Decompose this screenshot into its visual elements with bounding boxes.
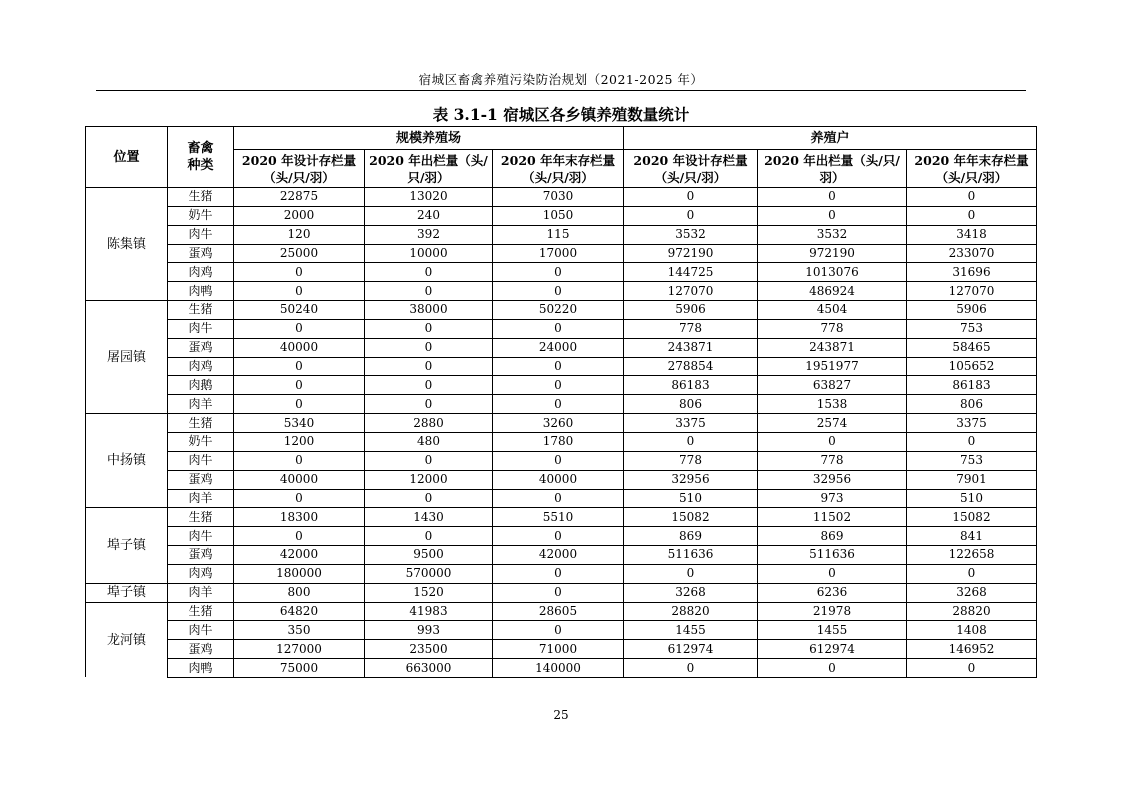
value-cell: 0 — [907, 564, 1037, 583]
table-row — [86, 564, 1037, 583]
table-row — [86, 225, 1037, 244]
value-cell: 0 — [493, 527, 624, 546]
value-cell: 0 — [624, 659, 758, 678]
value-cell: 127000 — [234, 640, 365, 659]
value-cell: 50240 — [234, 301, 365, 320]
value-cell: 510 — [907, 489, 1037, 508]
value-cell: 4504 — [758, 301, 907, 320]
value-cell: 127070 — [907, 282, 1037, 301]
value-cell: 146952 — [907, 640, 1037, 659]
value-cell: 0 — [234, 527, 365, 546]
value-cell: 24000 — [493, 338, 624, 357]
value-cell: 486924 — [758, 282, 907, 301]
value-cell: 972190 — [624, 244, 758, 263]
value-cell: 86183 — [624, 376, 758, 395]
running-header: 宿城区畜禽养殖污染防治规划（2021-2025 年） — [418, 72, 704, 87]
header-household-year-end-stock: 2020 年年末存栏量（头/只/羽） — [907, 150, 1037, 188]
species-cell: 肉羊 — [168, 583, 234, 602]
species-cell: 肉鸡 — [168, 564, 234, 583]
value-cell: 0 — [234, 395, 365, 414]
header-household-design-stock: 2020 年设计存栏量（头/只/羽） — [624, 150, 758, 188]
value-cell: 0 — [758, 564, 907, 583]
table-row — [86, 301, 1037, 320]
header-scale-year-end-stock: 2020 年年末存栏量（头/只/羽） — [493, 150, 624, 188]
species-cell: 肉鸭 — [168, 659, 234, 678]
value-cell: 0 — [758, 188, 907, 207]
header-group-households: 养殖户 — [624, 127, 1037, 150]
value-cell: 50220 — [493, 301, 624, 320]
value-cell: 778 — [758, 451, 907, 470]
value-cell: 0 — [365, 527, 493, 546]
value-cell: 122658 — [907, 546, 1037, 565]
value-cell: 1455 — [758, 621, 907, 640]
value-cell: 0 — [493, 319, 624, 338]
value-cell: 392 — [365, 225, 493, 244]
value-cell: 0 — [234, 451, 365, 470]
value-cell: 2880 — [365, 414, 493, 433]
value-cell: 10000 — [365, 244, 493, 263]
value-cell: 993 — [365, 621, 493, 640]
value-cell: 243871 — [624, 338, 758, 357]
value-cell: 869 — [758, 527, 907, 546]
value-cell: 64820 — [234, 602, 365, 621]
value-cell: 0 — [234, 376, 365, 395]
value-cell: 23500 — [365, 640, 493, 659]
species-cell: 蛋鸡 — [168, 640, 234, 659]
value-cell: 86183 — [907, 376, 1037, 395]
species-cell: 蛋鸡 — [168, 470, 234, 489]
value-cell: 38000 — [365, 301, 493, 320]
value-cell: 120 — [234, 225, 365, 244]
value-cell: 753 — [907, 451, 1037, 470]
table-row — [86, 432, 1037, 451]
value-cell: 1780 — [493, 432, 624, 451]
value-cell: 841 — [907, 527, 1037, 546]
value-cell: 3375 — [624, 414, 758, 433]
value-cell: 6236 — [758, 583, 907, 602]
value-cell: 140000 — [493, 659, 624, 678]
header-scale-design-stock: 2020 年设计存栏量（头/只/羽） — [234, 150, 365, 188]
table-row — [86, 357, 1037, 376]
value-cell: 1520 — [365, 583, 493, 602]
value-cell: 7030 — [493, 188, 624, 207]
value-cell: 1200 — [234, 432, 365, 451]
value-cell: 32956 — [624, 470, 758, 489]
value-cell: 42000 — [493, 546, 624, 565]
species-cell: 奶牛 — [168, 432, 234, 451]
header-scale-output: 2020 年出栏量（头/只/羽） — [365, 150, 493, 188]
value-cell: 75000 — [234, 659, 365, 678]
value-cell: 127070 — [624, 282, 758, 301]
value-cell: 0 — [758, 432, 907, 451]
value-cell: 5510 — [493, 508, 624, 527]
header-rule — [96, 90, 1026, 91]
species-cell: 肉牛 — [168, 621, 234, 640]
value-cell: 0 — [234, 319, 365, 338]
value-cell: 510 — [624, 489, 758, 508]
value-cell: 778 — [624, 451, 758, 470]
value-cell: 17000 — [493, 244, 624, 263]
value-cell: 71000 — [493, 640, 624, 659]
value-cell: 3532 — [758, 225, 907, 244]
value-cell: 3268 — [907, 583, 1037, 602]
value-cell: 0 — [365, 338, 493, 357]
value-cell: 3532 — [624, 225, 758, 244]
table-row — [86, 188, 1037, 207]
value-cell: 25000 — [234, 244, 365, 263]
value-cell: 15082 — [907, 508, 1037, 527]
value-cell: 41983 — [365, 602, 493, 621]
table-row — [86, 602, 1037, 621]
value-cell: 2000 — [234, 206, 365, 225]
value-cell: 570000 — [365, 564, 493, 583]
value-cell: 0 — [365, 319, 493, 338]
value-cell: 28820 — [907, 602, 1037, 621]
value-cell: 753 — [907, 319, 1037, 338]
value-cell: 0 — [493, 583, 624, 602]
value-cell: 0 — [907, 432, 1037, 451]
value-cell: 1050 — [493, 206, 624, 225]
value-cell: 0 — [365, 376, 493, 395]
table-row — [86, 338, 1037, 357]
value-cell: 240 — [365, 206, 493, 225]
species-cell: 生猪 — [168, 188, 234, 207]
value-cell: 806 — [624, 395, 758, 414]
header-household-output: 2020 年出栏量（头/只/羽） — [758, 150, 907, 188]
value-cell: 350 — [234, 621, 365, 640]
value-cell: 973 — [758, 489, 907, 508]
value-cell: 972190 — [758, 244, 907, 263]
value-cell: 1951977 — [758, 357, 907, 376]
table-row — [86, 263, 1037, 282]
species-cell: 生猪 — [168, 301, 234, 320]
table-row — [86, 282, 1037, 301]
value-cell: 511636 — [624, 546, 758, 565]
species-cell: 蛋鸡 — [168, 338, 234, 357]
value-cell: 40000 — [234, 470, 365, 489]
value-cell: 0 — [365, 282, 493, 301]
value-cell: 180000 — [234, 564, 365, 583]
value-cell: 22875 — [234, 188, 365, 207]
value-cell: 0 — [624, 432, 758, 451]
value-cell: 58465 — [907, 338, 1037, 357]
species-cell: 肉羊 — [168, 489, 234, 508]
table-row — [86, 659, 1037, 678]
table-row — [86, 414, 1037, 433]
value-cell: 7901 — [907, 470, 1037, 489]
table-row — [86, 621, 1037, 640]
value-cell: 1538 — [758, 395, 907, 414]
value-cell: 1013076 — [758, 263, 907, 282]
header-position: 位置 — [86, 127, 168, 188]
table-header — [86, 127, 1037, 188]
value-cell: 0 — [758, 659, 907, 678]
value-cell: 0 — [493, 621, 624, 640]
table-row — [86, 376, 1037, 395]
value-cell: 778 — [758, 319, 907, 338]
value-cell: 612974 — [624, 640, 758, 659]
table-row — [86, 527, 1037, 546]
town-name: 中扬镇 — [86, 414, 168, 508]
value-cell: 3418 — [907, 225, 1037, 244]
table-row — [86, 319, 1037, 338]
value-cell: 0 — [365, 395, 493, 414]
species-cell: 蛋鸡 — [168, 546, 234, 565]
value-cell: 778 — [624, 319, 758, 338]
value-cell: 2574 — [758, 414, 907, 433]
value-cell: 243871 — [758, 338, 907, 357]
value-cell: 1430 — [365, 508, 493, 527]
value-cell: 0 — [493, 376, 624, 395]
value-cell: 0 — [907, 188, 1037, 207]
table-row — [86, 395, 1037, 414]
value-cell: 11502 — [758, 508, 907, 527]
value-cell: 0 — [493, 282, 624, 301]
value-cell: 869 — [624, 527, 758, 546]
livestock-statistics-table — [85, 126, 1037, 678]
table-caption: 表 3.1-1 宿城区各乡镇养殖数量统计 — [432, 105, 690, 124]
value-cell: 105652 — [907, 357, 1037, 376]
species-cell: 肉鸡 — [168, 263, 234, 282]
value-cell: 31696 — [907, 263, 1037, 282]
value-cell: 0 — [493, 357, 624, 376]
value-cell: 0 — [365, 263, 493, 282]
value-cell: 0 — [758, 206, 907, 225]
value-cell: 5906 — [624, 301, 758, 320]
town-name: 埠子镇 — [86, 508, 168, 583]
species-cell: 生猪 — [168, 602, 234, 621]
value-cell: 0 — [624, 188, 758, 207]
header-species-label: 畜禽种类 — [187, 141, 214, 173]
value-cell: 32956 — [758, 470, 907, 489]
value-cell: 0 — [493, 395, 624, 414]
value-cell: 40000 — [234, 338, 365, 357]
value-cell: 115 — [493, 225, 624, 244]
value-cell: 28605 — [493, 602, 624, 621]
value-cell: 612974 — [758, 640, 907, 659]
species-cell: 生猪 — [168, 508, 234, 527]
value-cell: 0 — [234, 489, 365, 508]
value-cell: 21978 — [758, 602, 907, 621]
value-cell: 5340 — [234, 414, 365, 433]
town-name: 龙河镇 — [86, 602, 168, 677]
value-cell: 0 — [234, 263, 365, 282]
table-row — [86, 640, 1037, 659]
species-cell: 肉牛 — [168, 319, 234, 338]
value-cell: 233070 — [907, 244, 1037, 263]
value-cell: 0 — [493, 263, 624, 282]
species-cell: 肉牛 — [168, 225, 234, 244]
table-row — [86, 470, 1037, 489]
value-cell: 63827 — [758, 376, 907, 395]
value-cell: 42000 — [234, 546, 365, 565]
table-row — [86, 489, 1037, 508]
species-cell: 蛋鸡 — [168, 244, 234, 263]
town-name: 陈集镇 — [86, 188, 168, 301]
value-cell: 0 — [365, 357, 493, 376]
table-row — [86, 244, 1037, 263]
value-cell: 663000 — [365, 659, 493, 678]
town-name: 屠园镇 — [86, 301, 168, 414]
value-cell: 480 — [365, 432, 493, 451]
value-cell: 0 — [493, 489, 624, 508]
value-cell: 40000 — [493, 470, 624, 489]
table-row — [86, 451, 1037, 470]
value-cell: 3260 — [493, 414, 624, 433]
species-cell: 肉羊 — [168, 395, 234, 414]
value-cell: 13020 — [365, 188, 493, 207]
species-cell: 肉鸡 — [168, 357, 234, 376]
species-cell: 肉牛 — [168, 451, 234, 470]
species-cell: 肉牛 — [168, 527, 234, 546]
value-cell: 278854 — [624, 357, 758, 376]
value-cell: 12000 — [365, 470, 493, 489]
value-cell: 0 — [365, 451, 493, 470]
value-cell: 0 — [907, 659, 1037, 678]
value-cell: 9500 — [365, 546, 493, 565]
table-row — [86, 508, 1037, 527]
value-cell: 144725 — [624, 263, 758, 282]
value-cell: 3268 — [624, 583, 758, 602]
table-row — [86, 583, 1037, 602]
species-cell: 生猪 — [168, 414, 234, 433]
value-cell: 806 — [907, 395, 1037, 414]
town-name: 埠子镇 — [86, 583, 168, 602]
header-species — [168, 127, 234, 188]
table-row — [86, 546, 1037, 565]
value-cell: 0 — [907, 206, 1037, 225]
species-cell: 肉鹅 — [168, 376, 234, 395]
value-cell: 800 — [234, 583, 365, 602]
value-cell: 1408 — [907, 621, 1037, 640]
value-cell: 511636 — [758, 546, 907, 565]
value-cell: 0 — [624, 564, 758, 583]
value-cell: 28820 — [624, 602, 758, 621]
table-row — [86, 206, 1037, 225]
header-group-scale-farms: 规模养殖场 — [234, 127, 624, 150]
value-cell: 0 — [493, 451, 624, 470]
species-cell: 奶牛 — [168, 206, 234, 225]
value-cell: 0 — [365, 489, 493, 508]
value-cell: 0 — [234, 282, 365, 301]
value-cell: 1455 — [624, 621, 758, 640]
value-cell: 15082 — [624, 508, 758, 527]
value-cell: 0 — [624, 206, 758, 225]
value-cell: 18300 — [234, 508, 365, 527]
species-cell: 肉鸭 — [168, 282, 234, 301]
page-number: 25 — [553, 708, 569, 722]
value-cell: 0 — [234, 357, 365, 376]
value-cell: 5906 — [907, 301, 1037, 320]
value-cell: 3375 — [907, 414, 1037, 433]
value-cell: 0 — [493, 564, 624, 583]
table-body — [86, 188, 1037, 678]
